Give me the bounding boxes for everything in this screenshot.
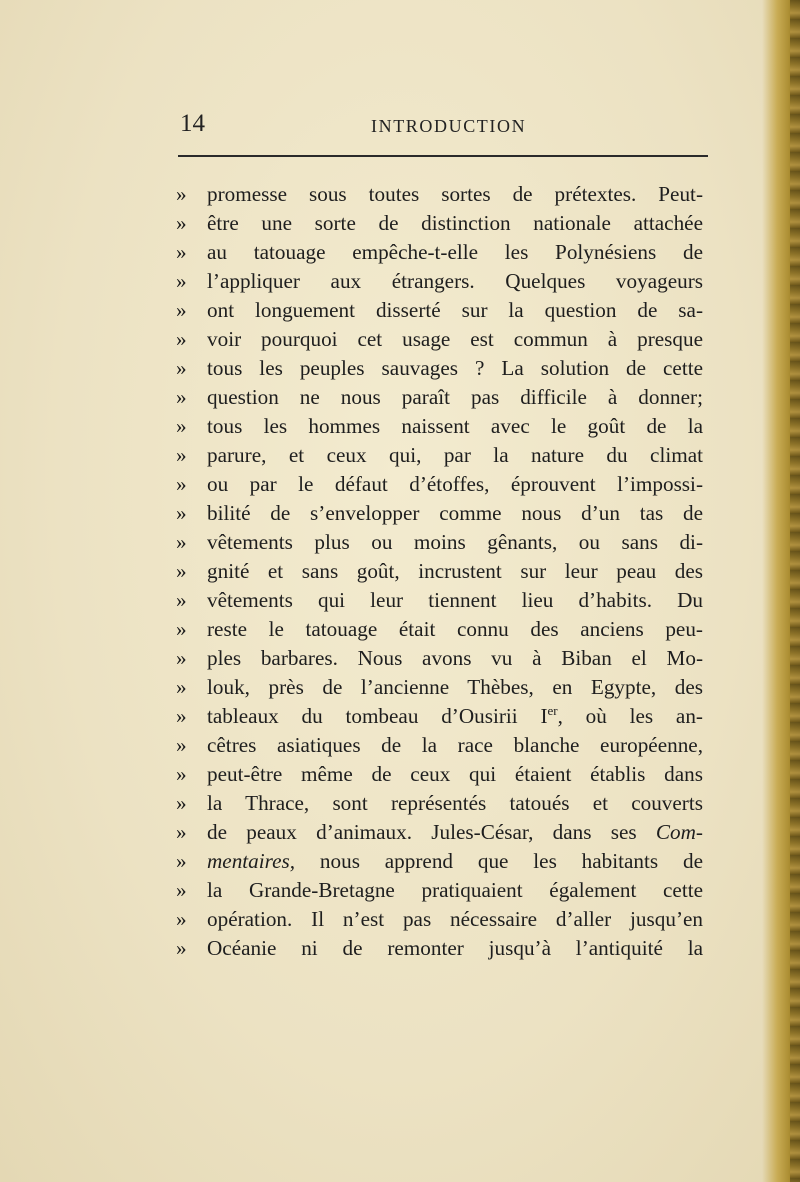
- quote-mark: »: [176, 675, 187, 699]
- line-text: ou par le défaut d’étoffes, éprouvent l’impossi-: [207, 472, 703, 496]
- running-head: INTRODUCTION: [371, 116, 527, 136]
- line-text: cêtres asiatiques de la race blanche européenne,: [207, 733, 703, 757]
- quote-mark: »: [176, 907, 187, 931]
- line-text: opération. Il n’est pas nécessaire d’aller jusqu’en: [207, 907, 703, 931]
- line-text-part: de peaux d’animaux. Jules-César, dans ses: [207, 820, 656, 844]
- text-line: [176, 412, 716, 441]
- text-line: [176, 267, 716, 296]
- line-text: l’appliquer aux étrangers. Quelques voyageurs: [207, 269, 703, 293]
- text-line: [176, 209, 716, 238]
- text-line: [176, 325, 716, 354]
- page-number: 14: [180, 110, 205, 137]
- text-line: [176, 760, 716, 789]
- text-line: [176, 238, 716, 267]
- quote-mark: »: [176, 530, 187, 554]
- line-text: vêtements plus ou moins gênants, ou sans di-: [207, 530, 703, 554]
- quote-mark: »: [176, 559, 187, 583]
- line-text: vêtements qui leur tiennent lieu d’habits. Du: [207, 588, 703, 612]
- quote-mark: »: [176, 269, 187, 293]
- text-line: [176, 905, 716, 934]
- quote-mark: »: [176, 240, 187, 264]
- line-text: promesse sous toutes sortes de prétextes. Peut-: [207, 182, 703, 206]
- text-line: [176, 383, 716, 412]
- line-text: ont longuement disserté sur la question de sa-: [207, 298, 703, 322]
- line-text: la Thrace, sont représentés tatoués et couverts: [207, 791, 703, 815]
- quote-mark: »: [176, 878, 187, 902]
- text-line: [176, 673, 716, 702]
- text-line: [176, 934, 716, 963]
- page-edge-shadow: [762, 0, 800, 1182]
- quote-mark: »: [176, 501, 187, 525]
- line-text: parure, et ceux qui, par la nature du climat: [207, 443, 703, 467]
- line-text: reste le tatouage était connu des anciens peu-: [207, 617, 703, 641]
- text-line: [176, 818, 716, 847]
- line-text-part: tableaux du tombeau d’Ousirii I: [207, 704, 548, 728]
- quote-mark: »: [176, 733, 187, 757]
- line-text: bilité de s’envelopper comme nous d’un tas de: [207, 501, 703, 525]
- quote-mark: »: [176, 414, 187, 438]
- quote-mark: »: [176, 762, 187, 786]
- text-line: [176, 847, 716, 876]
- line-text: tous les peuples sauvages ? La solution de cette: [207, 356, 703, 380]
- text-line: [176, 789, 716, 818]
- line-text: [207, 818, 703, 847]
- body-text: [176, 180, 716, 963]
- text-line: [176, 615, 716, 644]
- line-text: tous les hommes naissent avec le goût de la: [207, 414, 703, 438]
- line-text: être une sorte de distinction nationale attachée: [207, 211, 703, 235]
- text-line: [176, 441, 716, 470]
- line-text: ples barbares. Nous avons vu à Biban el Mo-: [207, 646, 703, 670]
- line-text: [207, 847, 703, 876]
- header-rule: [178, 155, 708, 157]
- text-line: [176, 876, 716, 905]
- text-line: [176, 702, 716, 731]
- line-text: au tatouage empêche-t-elle les Polynésiens de: [207, 240, 703, 264]
- quote-mark: »: [176, 588, 187, 612]
- superscript: er: [547, 702, 558, 718]
- line-text: louk, près de l’ancienne Thèbes, en Egypte, des: [207, 675, 703, 699]
- quote-mark: »: [176, 472, 187, 496]
- text-line: [176, 354, 716, 383]
- quote-mark: »: [176, 356, 187, 380]
- line-text: la Grande-Bretagne pratiquaient également cette: [207, 878, 703, 902]
- text-line: [176, 731, 716, 760]
- text-line: [176, 470, 716, 499]
- text-line: [176, 499, 716, 528]
- line-text: voir pourquoi cet usage est commun à presque: [207, 327, 703, 351]
- line-text: Océanie ni de remonter jusqu’à l’antiquité la: [207, 936, 703, 960]
- line-text-part: , où les an-: [557, 704, 703, 728]
- page-header: [178, 104, 708, 144]
- text-line: [176, 180, 716, 209]
- quote-mark: »: [176, 646, 187, 670]
- line-text: [207, 702, 703, 731]
- quote-mark: »: [176, 849, 187, 873]
- italic-title-part: mentaires,: [207, 849, 296, 873]
- quote-mark: »: [176, 298, 187, 322]
- quote-mark: »: [176, 443, 187, 467]
- quote-mark: »: [176, 211, 187, 235]
- quote-mark: »: [176, 791, 187, 815]
- text-line: [176, 557, 716, 586]
- text-line: [176, 296, 716, 325]
- quote-mark: »: [176, 617, 187, 641]
- quote-mark: »: [176, 182, 187, 206]
- quote-mark: »: [176, 385, 187, 409]
- text-line: [176, 586, 716, 615]
- quote-mark: »: [176, 820, 187, 844]
- line-text-part: nous apprend que les habitants de: [295, 849, 703, 873]
- line-text: gnité et sans goût, incrustent sur leur peau des: [207, 559, 703, 583]
- text-line: [176, 644, 716, 673]
- line-text: peut-être même de ceux qui étaient établis dans: [207, 762, 703, 786]
- quote-mark: »: [176, 327, 187, 351]
- quote-mark: »: [176, 936, 187, 960]
- quote-mark: »: [176, 704, 187, 728]
- text-line: [176, 528, 716, 557]
- line-text: question ne nous paraît pas difficile à donner;: [207, 385, 703, 409]
- italic-title-part: Com-: [655, 820, 703, 844]
